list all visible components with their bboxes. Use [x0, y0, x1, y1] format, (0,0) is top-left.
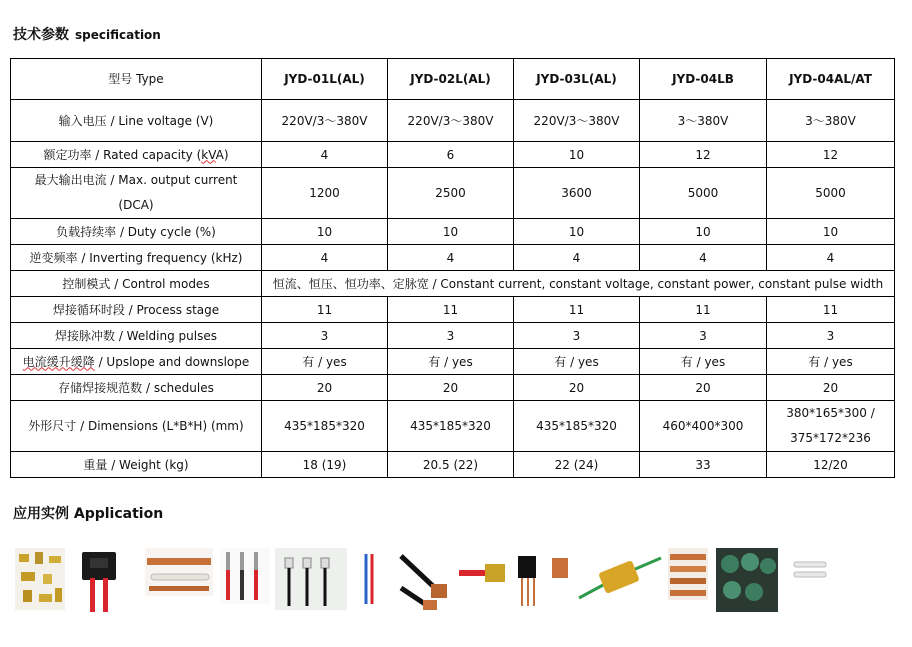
spec-title: [13, 24, 161, 44]
cell: 有 / yes: [514, 349, 640, 375]
cell: 11: [388, 297, 514, 323]
cell: 有 / yes: [767, 349, 895, 375]
relay-photo: [70, 548, 128, 612]
table-row: [11, 452, 895, 478]
cell: 12: [640, 142, 767, 168]
cell: 12/20: [767, 452, 895, 478]
cell: 5000: [767, 168, 895, 219]
cell: 5000: [640, 168, 767, 219]
spec-table: [10, 58, 895, 478]
row-label: 负载持续率 / Duty cycle (%): [11, 219, 262, 245]
cell: 10: [388, 219, 514, 245]
heater-tubes-photo: [790, 548, 830, 588]
cell: 10: [640, 219, 767, 245]
cell: 3: [640, 323, 767, 349]
table-header-row: [11, 59, 895, 100]
header-label: 型号 Type: [11, 59, 262, 100]
row-label: 输入电压 / Line voltage (V): [11, 100, 262, 142]
cell: 有 / yes: [388, 349, 514, 375]
cell: 4: [262, 142, 388, 168]
table-row: [11, 349, 895, 375]
cell: 有 / yes: [640, 349, 767, 375]
red-wire-lug-photo: [455, 548, 511, 604]
row-label: 外形尺寸 / Dimensions (L*B*H) (mm): [11, 401, 262, 452]
cell: 3: [388, 323, 514, 349]
row-label: 焊接脉冲数 / Welding pulses: [11, 323, 262, 349]
spec-title-en: specification: [75, 28, 161, 42]
cell: 10: [514, 142, 640, 168]
model-4: JYD-04LB: [640, 59, 767, 100]
cell: 435*185*320: [514, 401, 640, 452]
cell: 20: [514, 375, 640, 401]
copper-bars-photo: [145, 548, 213, 596]
row-label: 控制模式 / Control modes: [11, 271, 262, 297]
application-title: 应用实例 Application: [13, 506, 164, 522]
gold-resistor-photo: [575, 548, 663, 610]
cell: 3: [767, 323, 895, 349]
table-row: [11, 100, 895, 142]
cell: 有 / yes: [262, 349, 388, 375]
row-label: 额定功率 / Rated capacity (kVA): [11, 142, 262, 168]
cell: 20: [640, 375, 767, 401]
table-row: [11, 297, 895, 323]
cell: 20: [262, 375, 388, 401]
cell: 1200: [262, 168, 388, 219]
cell: 435*185*320: [262, 401, 388, 452]
cell: 380*165*300 / 375*172*236: [767, 401, 895, 452]
table-row: [11, 245, 895, 271]
brass-terminals-photo: [15, 548, 65, 610]
cell: 20: [767, 375, 895, 401]
row-label: 存储焊接规范数 / schedules: [11, 375, 262, 401]
table-row: [11, 375, 895, 401]
row-label: 重量 / Weight (kg): [11, 452, 262, 478]
row-label: 焊接循环时段 / Process stage: [11, 297, 262, 323]
table-row: [11, 219, 895, 245]
cell: 10: [767, 219, 895, 245]
row-label: 电流缓升缓降 / Upslope and downslope: [11, 349, 262, 375]
cell: 3～380V: [767, 100, 895, 142]
cell: 4: [640, 245, 767, 271]
cell: 435*185*320: [388, 401, 514, 452]
wire-harness-photo: [275, 548, 347, 610]
cell: 10: [514, 219, 640, 245]
cell: 20: [388, 375, 514, 401]
table-row: [11, 323, 895, 349]
application-gallery: [0, 548, 912, 618]
copper-strips-photo: [668, 548, 708, 600]
capacitors-photo: [716, 548, 778, 612]
cell: 3～380V: [640, 100, 767, 142]
cell: 4: [514, 245, 640, 271]
cell: 22 (24): [514, 452, 640, 478]
cell: 3600: [514, 168, 640, 219]
cell: 18 (19): [262, 452, 388, 478]
cell: 460*400*300: [640, 401, 767, 452]
cell: 4: [262, 245, 388, 271]
cell: 12: [767, 142, 895, 168]
model-2: JYD-02L(AL): [388, 59, 514, 100]
table-row: [11, 401, 895, 452]
model-3: JYD-03L(AL): [514, 59, 640, 100]
cell: 220V/3～380V: [388, 100, 514, 142]
spec-title-cn: 技术参数: [13, 27, 69, 43]
blue-red-wire-photo: [350, 548, 390, 610]
model-1: JYD-01L(AL): [262, 59, 388, 100]
cell: 220V/3～380V: [262, 100, 388, 142]
cell: 4: [767, 245, 895, 271]
cell: 20.5 (22): [388, 452, 514, 478]
cell: 11: [640, 297, 767, 323]
cell: 220V/3～380V: [514, 100, 640, 142]
control-modes-cell: 恒流、恒压、恒功率、定脉宽 / Constant current, constant voltage, constant power, constant pulse width: [262, 271, 895, 297]
cell: 11: [767, 297, 895, 323]
cell: 4: [388, 245, 514, 271]
row-label: 逆变频率 / Inverting frequency (kHz): [11, 245, 262, 271]
cell: 11: [262, 297, 388, 323]
table-row: [11, 168, 895, 219]
model-5: JYD-04AL/AT: [767, 59, 895, 100]
cell: 3: [514, 323, 640, 349]
cell: 3: [262, 323, 388, 349]
cell: 6: [388, 142, 514, 168]
cell: 11: [514, 297, 640, 323]
component-leads-photo: [512, 548, 576, 610]
copper-lug-photo: [395, 548, 453, 612]
table-row: [11, 142, 895, 168]
row-label: 最大输出电流 / Max. output current (DCA): [11, 168, 262, 219]
cell: 33: [640, 452, 767, 478]
cell: 2500: [388, 168, 514, 219]
table-row: [11, 271, 895, 297]
wire-terminals-photo: [220, 548, 270, 604]
cell: 10: [262, 219, 388, 245]
